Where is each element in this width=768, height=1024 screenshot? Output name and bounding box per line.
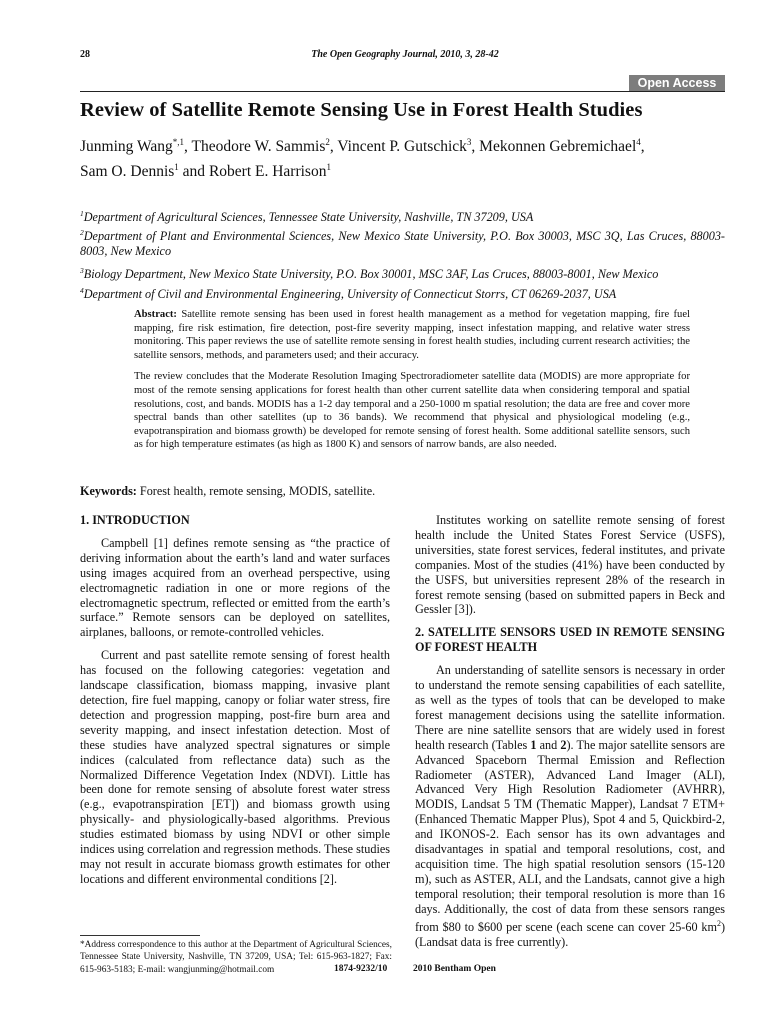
author-affiliation-mark: 3 xyxy=(466,137,472,147)
paper-title: Review of Satellite Remote Sensing Use in Forest Health Studies xyxy=(80,99,643,121)
abstract-label: Abstract: xyxy=(134,309,177,320)
affiliation-number: 4 xyxy=(80,286,84,295)
keywords-label: Keywords: xyxy=(80,484,137,498)
table-ref[interactable]: 1 xyxy=(530,737,537,752)
author-separator: , xyxy=(640,138,645,156)
abstract-text: Satellite remote sensing has been used in forest health management as a method for vegetation mapping, fire fuel mapping, fire risk estimation, fire detection, post-fire severity mapping, insect infestation mapping, and relative water stress monitoring. This paper reviews the use of satellite remote sensing in forest health studies, including current research activities; the satellite sensors, methods, and parameters used; and their accuracy. xyxy=(134,309,690,361)
open-access-badge: Open Access xyxy=(629,75,725,92)
affiliation-text: Department of Agricultural Sciences, Tennessee State University, Nashville, TN 37209, USA xyxy=(83,210,534,225)
footnote-rule xyxy=(80,935,200,936)
issn: 1874-9232/10 xyxy=(334,964,388,974)
superscript: 2 xyxy=(716,918,721,928)
author-affiliation-mark: 1 xyxy=(326,162,331,173)
author-name: Sam O. Dennis xyxy=(80,163,175,181)
keywords xyxy=(80,484,725,499)
author-name: Theodore W. Sammis xyxy=(191,138,326,156)
body-paragraph: Institutes working on satellite remote sensing of forest health include the United States Forest Service (USFS), universities, state forest services, federal institutes, and private companies. Most of the studies (41%) have been conducted by the USFS, but universities represent 28% of the research in forest remote sensing (based on submitted papers in Beck and Gessler [3]). xyxy=(415,513,725,617)
author-separator: , xyxy=(471,138,480,156)
body-paragraph: Current and past satellite remote sensing of forest health has focused on the following categories: vegetation and landscape classification, biomass mapping, invasive plant detection, fire fuel mapping, canopy or foliar water stress, fire detection and progression mapping, post-fire burn area and severity mapping, and insect infestation detection. Most of these studies have analyzed spectral signatures or simple indices (calculated from reflectance data) such as the Normalized Difference Vegetation Index (NDVI). Little has been done for remote sensing of absolute forest water stress (e.g., evapotranspiration [ET]) and biomass growth using physically- and physiologically-based algorithms. Previous studies estimated biomass by using NDVI or other simple indices using correlation and regression methods. These studies may not result in accurate biomass growth estimates for other locations and different environmental conditions [2]. xyxy=(80,648,390,886)
author-separator: and xyxy=(178,163,209,181)
author-name: Mekonnen Gebremichael xyxy=(479,138,637,156)
abstract xyxy=(134,308,690,460)
affiliation-number: 3 xyxy=(80,266,84,275)
affiliation-text: Department of Plant and Environmental Sciences, New Mexico State University, P.O. Box 30003, MSC 3Q, Las Cruces, 88003-8003, New Mexico xyxy=(80,229,725,259)
affiliation-text: Biology Department, New Mexico State University, P.O. Box 30001, MSC 3AF, Las Cruces, 88003-8001, New Mexico xyxy=(83,267,659,282)
author-affiliation-mark: 4 xyxy=(636,137,641,147)
publisher-copyright: 2010 Bentham Open xyxy=(413,964,496,974)
body-paragraph xyxy=(415,663,725,949)
author-list xyxy=(80,132,725,182)
affiliation-3 xyxy=(80,263,725,282)
author-affiliation-mark: 1 xyxy=(174,162,179,173)
body-text: An understanding of satellite sensors is necessary in order to understand the remote sensing capabilities of each satellite, as well as the types of tools that can be developed to make forest management decisions using the satellite information. There are nine satellite sensors that are widely used in forest health research (Tables xyxy=(415,663,725,752)
author-affiliation-mark: 2 xyxy=(325,137,330,147)
author-line-2 xyxy=(80,157,725,182)
section-heading: 2. SATELLITE SENSORS USED IN REMOTE SENSING OF FOREST HEALTH xyxy=(415,625,725,655)
section-heading: 1. INTRODUCTION xyxy=(80,513,190,527)
body-text: and xyxy=(536,737,561,752)
author-line-1 xyxy=(80,132,725,157)
right-column xyxy=(415,513,725,957)
body-text: ) (Landsat data is free currently). xyxy=(415,919,725,949)
header-rule xyxy=(80,91,725,92)
affiliation-number: 1 xyxy=(80,209,84,218)
affiliation-number: 2 xyxy=(80,228,84,237)
page-number: 28 xyxy=(80,49,90,60)
affiliation-4 xyxy=(80,283,725,302)
author-name: Junming Wang xyxy=(80,138,173,156)
author-affiliation-mark: *,1 xyxy=(172,137,185,147)
author-name: Robert E. Harrison xyxy=(208,163,327,181)
table-ref[interactable]: 2 xyxy=(560,737,567,752)
body-paragraph: Campbell [1] defines remote sensing as “the practice of deriving information about the earth’s land and water surfaces using images acquired from an overhead perspective, using electromagnetic radiation in one or more regions of the electromagnetic spectrum, reflected or emitted from the earth’s surface.” Remote sensors can be deployed on satellites, airplanes, balloons, or remote-controlled vehicles. xyxy=(80,535,390,640)
author-separator: , xyxy=(329,138,338,156)
abstract-paragraph-2: The review concludes that the Moderate Resolution Imaging Spectroradiometer satellite data (MODIS) are more appropriate for most of the remote sensing applications for forest health than other current satellite data when considering temporal and spatial resolutions, cost, and bands. MODIS has a 1-2 day temporal and a 250-1000 m spatial resolution; the data are free and cover more spectral bands than other satellites (up to 36 bands). We recommend that physical and physiological modeling (e.g., evapotranspiration and biomass growth) be developed for remote sensing of forest health. Some additional satellite sensors, such as for high temperature estimates (as high as 1800 K) and sensors of narrow bands, are also needed. xyxy=(134,371,690,451)
body-text: ). The major satellite sensors are Advanced Spaceborn Thermal Emission and Reflection Radiometer (ASTER), Advanced Land Imager (ALI), Advanced Very High Resolution Radiometer (AVHRR), MODIS, Landsat 5 TM (Thematic Mapper), Landsat 7 ETM+ (Enhanced Thematic Mapper Plus), Spot 4 and 5, Quickbird-2, and IKONOS-2. Each sensor has its own advantages and disadvantages in spatial and temporal resolutions, cost, and acquisition time. The high spatial resolution sensors (15-120 m), such as ASTER, ALI, and the Landsats, cannot give a high temporal resolution; their temporal resolution is more than 16 days. Additionally, the cost of data from these sensors ranges from $80 to $600 per scene (each scene can cover 25-60 km xyxy=(415,737,725,934)
author-name: Vincent P. Gutschick xyxy=(337,138,467,156)
journal-reference: The Open Geography Journal, 2010, 3, 28-42 xyxy=(311,49,499,60)
affiliation-1 xyxy=(80,206,725,225)
keywords-text: Forest health, remote sensing, MODIS, satellite. xyxy=(139,484,376,498)
correspondence-footnote: *Address correspondence to this author at the Department of Agricultural Sciences, Tennessee State University, Nashville, TN 37209, USA; Tel: 615-963-1827; Fax: 615-963-5183; E-mail: wangjunming@hotmail.com xyxy=(80,940,392,975)
abstract-paragraph-1 xyxy=(134,308,690,362)
affiliation-text: Department of Civil and Environmental Engineering, University of Connecticut Storrs, CT 06269-2037, USA xyxy=(83,287,617,302)
author-separator: , xyxy=(184,138,192,156)
affiliation-2 xyxy=(80,225,725,259)
left-column xyxy=(80,513,390,895)
